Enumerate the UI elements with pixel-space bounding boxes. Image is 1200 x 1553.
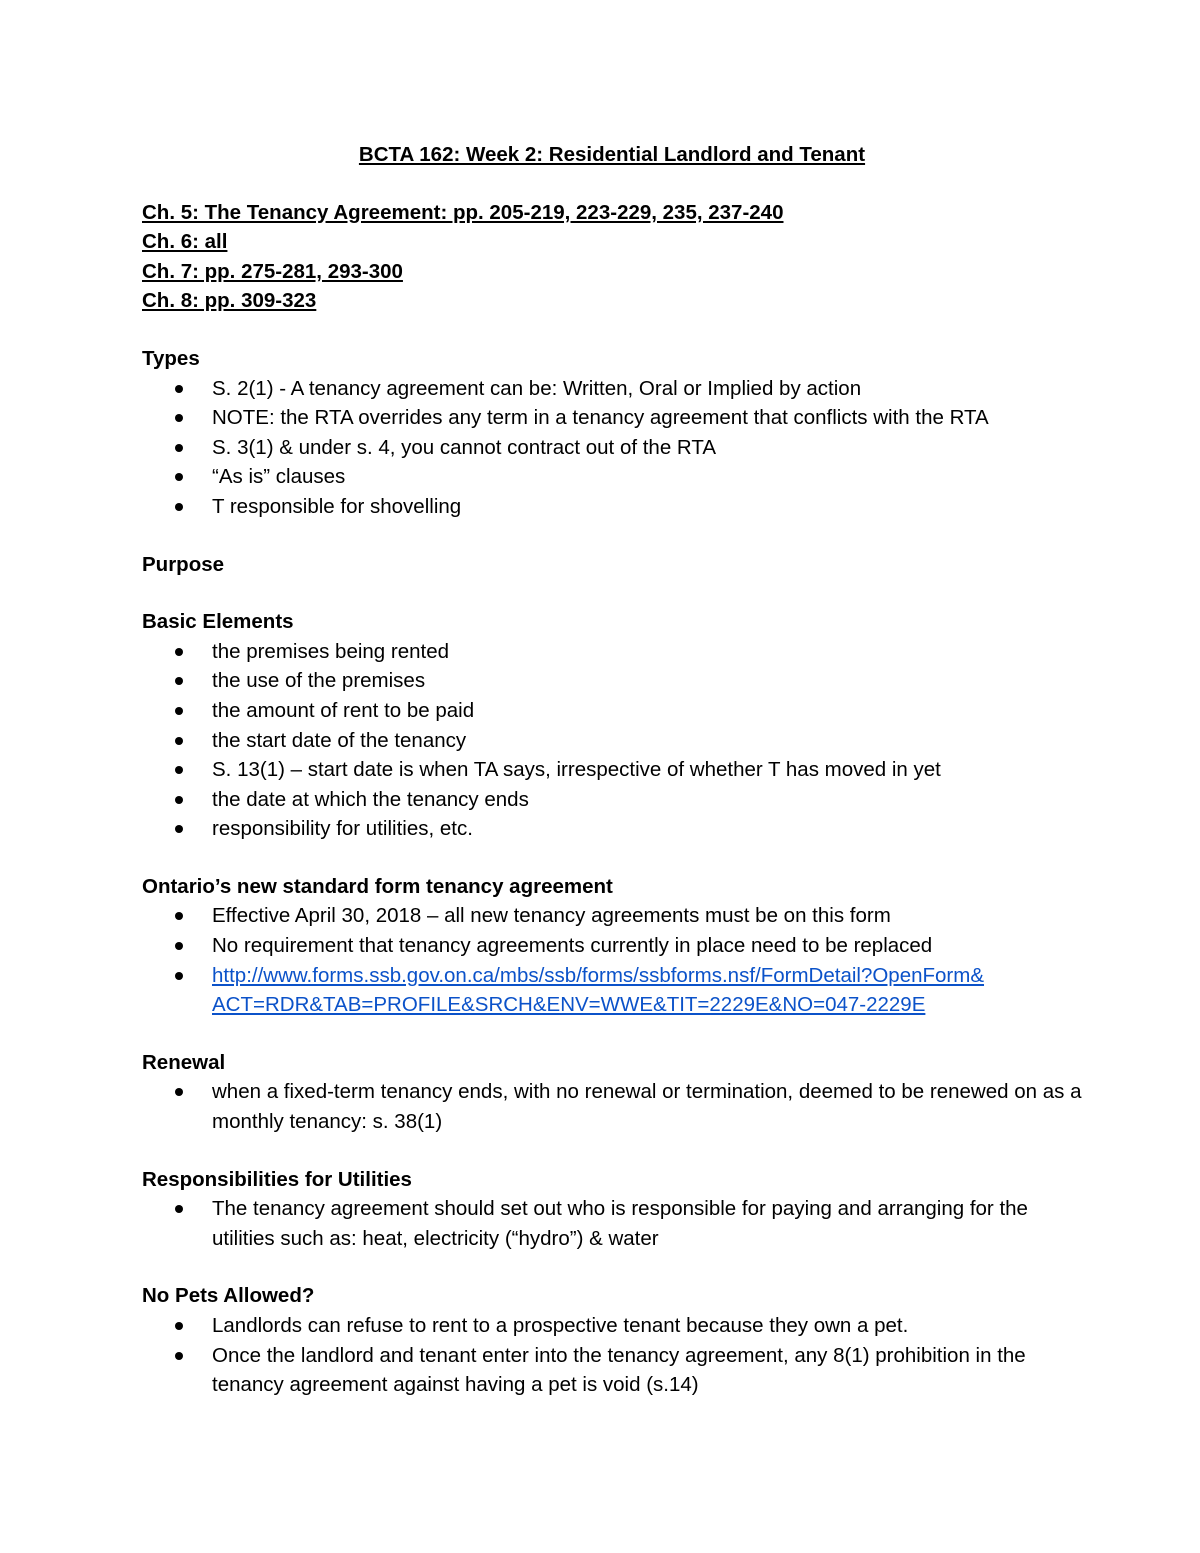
bullet-icon [175,796,183,804]
list-item: “As is” clauses [142,462,1082,492]
bullet-icon [175,737,183,745]
list-item: the start date of the tenancy [142,726,1082,756]
document-page [142,140,1082,1428]
section-renewal [142,1048,1082,1137]
list-item [142,961,1082,1020]
list-item: S. 13(1) – start date is when TA says, irrespective of whether T has moved in yet [142,755,1082,785]
list-item: S. 2(1) - A tenancy agreement can be: Written, Oral or Implied by action [142,374,1082,404]
bullet-icon [175,825,183,833]
list-item: Once the landlord and tenant enter into the tenancy agreement, any 8(1) prohibition in the tenancy agreement against having a pet is void (s.14) [142,1341,1082,1400]
section-standard-form [142,872,1082,1020]
section-types [142,344,1082,522]
heading-purpose: Purpose [142,552,225,576]
bullet-icon [175,473,183,481]
standard-form-list [142,901,1082,1019]
bullet-icon [175,1322,183,1330]
list-item: Landlords can refuse to rent to a prospective tenant because they own a pet. [142,1311,1082,1341]
list-item: the amount of rent to be paid [142,696,1082,726]
list-item: responsibility for utilities, etc. [142,814,1082,844]
bullet-icon [175,1352,183,1360]
bullet-icon [175,766,183,774]
list-item: NOTE: the RTA overrides any term in a tenancy agreement that conflicts with the RTA [142,403,1082,433]
bullet-icon [175,648,183,656]
bullet-icon [175,1088,183,1096]
reading-ch8: Ch. 8: pp. 309-323 [142,289,317,313]
reading-ch6: Ch. 6: all [142,230,228,254]
bullet-icon [175,503,183,511]
bullet-icon [175,942,183,950]
heading-renewal: Renewal [142,1050,226,1074]
bullet-icon [175,677,183,685]
list-item: No requirement that tenancy agreements currently in place need to be replaced [142,931,1082,961]
link-line-2[interactable]: ACT=RDR&TAB=PROFILE&SRCH&ENV=WWE&TIT=2229E&NO=047-2229E [212,993,926,1017]
list-item: the premises being rented [142,637,1082,667]
section-utilities [142,1165,1082,1254]
utilities-list [142,1194,1082,1253]
list-item: when a fixed-term tenancy ends, with no renewal or termination, deemed to be renewed on as a monthly tenancy: s. 38(1) [142,1077,1082,1136]
bullet-icon [175,385,183,393]
reading-ch7: Ch. 7: pp. 275-281, 293-300 [142,259,403,283]
bullet-icon [175,1205,183,1213]
section-pets [142,1281,1082,1399]
bullet-icon [175,972,183,980]
pets-list [142,1311,1082,1400]
bullet-icon [175,707,183,715]
list-item: T responsible for shovelling [142,492,1082,522]
section-purpose [142,550,1082,580]
bullet-icon [175,414,183,422]
heading-types: Types [142,346,200,370]
section-basic-elements [142,607,1082,844]
readings-list [142,198,1082,316]
bullet-icon [175,912,183,920]
link-line-1[interactable]: http://www.forms.ssb.gov.on.ca/mbs/ssb/forms/ssbforms.nsf/FormDetail?OpenForm& [212,963,985,987]
list-item: S. 3(1) & under s. 4, you cannot contract out of the RTA [142,433,1082,463]
list-item: Effective April 30, 2018 – all new tenancy agreements must be on this form [142,901,1082,931]
types-list [142,374,1082,522]
list-item: The tenancy agreement should set out who is responsible for paying and arranging for the utilities such as: heat, electricity (“hydro”) & water [142,1194,1082,1253]
heading-standard-form: Ontario’s new standard form tenancy agreement [142,874,613,898]
document-title: BCTA 162: Week 2: Residential Landlord and Tenant [358,143,866,166]
list-item: the date at which the tenancy ends [142,785,1082,815]
heading-pets: No Pets Allowed? [142,1284,315,1308]
basic-elements-list [142,637,1082,844]
renewal-list [142,1077,1082,1136]
reading-ch5: Ch. 5: The Tenancy Agreement: pp. 205-219, 223-229, 235, 237-240 [142,200,784,224]
heading-utilities: Responsibilities for Utilities [142,1167,412,1191]
heading-basic-elements: Basic Elements [142,610,294,634]
list-item: the use of the premises [142,666,1082,696]
standard-form-link[interactable] [212,961,1082,1020]
bullet-icon [175,444,183,452]
